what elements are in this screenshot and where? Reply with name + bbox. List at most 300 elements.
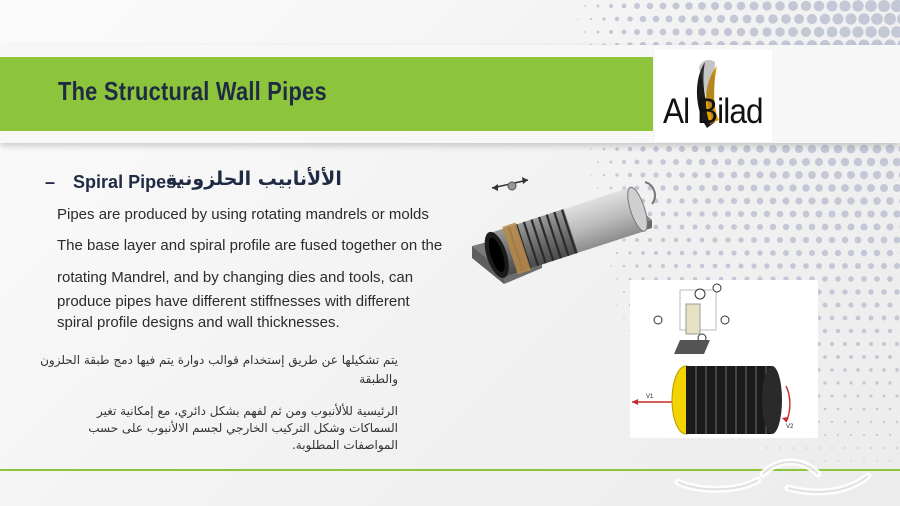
background-dot	[886, 223, 893, 230]
background-dot	[673, 211, 678, 216]
background-dot	[887, 302, 892, 307]
background-dot	[829, 237, 836, 244]
background-dot	[848, 250, 854, 256]
haraj-watermark-icon	[668, 452, 878, 498]
background-dot	[755, 14, 764, 23]
background-dot	[717, 15, 725, 23]
background-dot	[602, 17, 605, 20]
background-dot	[856, 342, 860, 346]
background-dot	[647, 159, 652, 164]
background-dot	[860, 197, 868, 205]
background-dot	[757, 250, 763, 256]
background-dot	[731, 250, 736, 255]
background-dot	[584, 5, 586, 7]
background-dot	[782, 171, 789, 178]
background-dot	[823, 303, 828, 308]
background-dot	[808, 145, 816, 153]
background-dot	[850, 408, 853, 411]
background-dot	[801, 1, 811, 11]
background-dot	[808, 171, 816, 179]
background-dot	[783, 224, 789, 230]
background-dot	[738, 263, 743, 268]
background-dot	[699, 159, 705, 165]
background-dot	[597, 161, 599, 163]
background-dot	[874, 276, 880, 282]
background-dot	[764, 263, 769, 268]
background-dot	[861, 302, 866, 307]
background-dot	[691, 15, 699, 23]
background-dot	[821, 145, 829, 153]
arabic-body-line: الرئيسية للألأنبوب ومن ثم لفهم بشكل دائري، مع إمكانية تغير	[97, 404, 398, 418]
background-dot	[814, 27, 824, 37]
background-dot	[827, 1, 838, 12]
background-dot	[861, 250, 867, 256]
background-dot	[888, 355, 892, 359]
background-dot	[860, 171, 868, 179]
background-dot	[849, 381, 852, 384]
background-dot	[848, 224, 855, 231]
background-dot	[867, 210, 874, 217]
background-dot	[725, 159, 732, 166]
background-dot	[764, 211, 770, 217]
background-dot	[805, 447, 807, 449]
background-dot	[725, 211, 731, 217]
logo-text: Al Bilad	[663, 92, 763, 131]
background-dot	[869, 316, 874, 321]
background-dot	[881, 263, 887, 269]
background-dot	[889, 460, 891, 462]
body-line: The base layer and spiral profile are fused together on the	[57, 237, 443, 254]
background-dot	[679, 198, 684, 203]
background-dot	[865, 0, 877, 12]
arabic-body-line: يتم تشكيلها عن طريق إستخدام قوالب دوارة يتم فيها دمج طبقة الحلزون	[40, 353, 398, 367]
background-dot	[823, 329, 827, 333]
background-dot	[869, 394, 872, 397]
background-dot	[821, 197, 828, 204]
background-dot	[861, 224, 868, 231]
background-dot	[737, 158, 744, 165]
background-dot	[823, 381, 826, 384]
background-dot	[577, 18, 578, 19]
background-dot	[816, 263, 822, 269]
background-dot	[705, 146, 712, 153]
background-dot	[590, 148, 592, 150]
background-dot	[756, 145, 764, 153]
spiral-winding-diagram	[630, 280, 818, 438]
background-dot	[678, 15, 685, 22]
background-dot	[855, 237, 862, 244]
arabic-body-line: المواصفات المطلوبة.	[291, 438, 398, 452]
background-dot	[674, 264, 678, 268]
body-line: Pipes are produced by using rotating mandrels or molds	[57, 206, 429, 223]
background-dot	[854, 158, 862, 166]
background-dot	[730, 145, 737, 152]
background-dot	[738, 237, 744, 243]
background-dot	[822, 250, 828, 256]
background-dot	[692, 198, 698, 204]
background-dot	[770, 224, 776, 230]
background-dot	[821, 171, 829, 179]
background-dot	[699, 211, 705, 217]
background-dot	[706, 251, 711, 256]
background-dot	[623, 317, 625, 319]
background-dot	[730, 15, 738, 23]
background-dot	[803, 237, 809, 243]
background-dot	[882, 342, 886, 346]
background-dot	[770, 198, 777, 205]
background-dot	[818, 447, 820, 449]
background-dot	[597, 5, 600, 8]
background-dot	[887, 276, 893, 282]
background-dot	[790, 237, 796, 243]
background-dot	[666, 146, 672, 152]
background-dot	[795, 197, 802, 204]
background-dot	[634, 3, 640, 9]
background-dot	[622, 4, 627, 9]
background-dot	[699, 185, 705, 191]
background-dot	[878, 26, 890, 38]
background-dot	[881, 289, 887, 295]
background-dot	[712, 185, 718, 191]
background-dot	[807, 14, 817, 24]
background-dot	[777, 263, 783, 269]
background-dot	[770, 250, 776, 256]
background-dot	[769, 171, 776, 178]
background-dot	[751, 237, 757, 243]
background-dot	[634, 29, 640, 35]
background-dot	[803, 211, 810, 218]
background-dot	[875, 355, 879, 359]
background-dot	[712, 237, 717, 242]
background-dot	[836, 329, 840, 333]
background-dot	[731, 198, 737, 204]
background-dot	[842, 237, 849, 244]
background-dot	[686, 159, 692, 165]
background-dot	[869, 342, 873, 346]
background-dot	[731, 224, 737, 230]
background-dot	[830, 316, 835, 321]
background-dot	[699, 237, 704, 242]
background-dot	[820, 14, 831, 25]
background-dot	[886, 145, 895, 154]
arabic-body-line: السماكات وشكل التركيب الخارجي لجسم الالأنبوب على حسب	[88, 421, 398, 435]
background-dot	[768, 14, 777, 23]
background-dot	[847, 145, 856, 154]
background-dot	[718, 198, 724, 204]
background-dot	[584, 31, 586, 33]
background-dot	[839, 0, 850, 11]
background-dot	[704, 15, 712, 23]
background-dot	[837, 434, 839, 436]
background-dot	[737, 28, 746, 37]
background-dot	[815, 210, 822, 217]
background-dot	[823, 355, 827, 359]
background-dot	[880, 210, 887, 217]
background-dot	[835, 224, 842, 231]
background-dot	[842, 263, 848, 269]
background-dot	[610, 161, 613, 164]
background-dot	[738, 211, 744, 217]
background-dot	[597, 31, 600, 34]
background-dot	[627, 16, 632, 21]
background-dot	[687, 264, 691, 268]
background-dot	[896, 421, 898, 423]
background-dot	[850, 434, 852, 436]
background-dot	[790, 211, 797, 218]
background-dot	[844, 447, 846, 449]
background-dot	[888, 381, 891, 384]
background-dot	[849, 329, 854, 334]
background-dot	[844, 421, 846, 423]
background-dot	[679, 146, 685, 152]
background-dot	[835, 302, 840, 307]
background-dot	[777, 211, 784, 218]
background-dot	[698, 28, 706, 36]
background-dot	[891, 0, 900, 12]
background-dot	[803, 263, 809, 269]
background-dot	[615, 147, 619, 151]
background-dot	[743, 145, 750, 152]
background-dot	[740, 447, 741, 448]
background-dot	[876, 434, 878, 436]
background-dot	[776, 158, 784, 166]
background-dot	[841, 184, 849, 192]
background-dot	[615, 17, 619, 21]
background-dot	[847, 171, 855, 179]
background-dot	[789, 184, 796, 191]
background-dot	[883, 447, 885, 449]
body-line: produce pipes have different stiffnesses with different	[57, 293, 410, 310]
background-dot	[854, 184, 862, 192]
background-dot	[680, 251, 685, 256]
background-dot	[711, 2, 719, 10]
background-dot	[718, 250, 723, 255]
background-dot	[855, 289, 860, 294]
background-dot	[843, 368, 847, 372]
background-dot	[874, 302, 879, 307]
background-dot	[603, 148, 606, 151]
background-dot	[590, 18, 592, 20]
background-dot	[757, 198, 764, 205]
background-dot	[880, 184, 888, 192]
background-dot	[640, 16, 646, 22]
background-dot	[876, 408, 879, 411]
background-dot	[692, 146, 698, 152]
background-dot	[781, 14, 791, 24]
background-dot	[834, 171, 842, 179]
background-dot	[894, 237, 900, 244]
background-dot	[661, 264, 665, 268]
background-dot	[893, 210, 900, 217]
background-dot	[744, 198, 750, 204]
background-dot	[762, 27, 771, 36]
background-dot	[795, 171, 803, 179]
background-dot	[661, 212, 666, 217]
background-dot	[828, 210, 835, 217]
background-dot	[841, 158, 849, 166]
background-dot	[843, 342, 847, 346]
background-dot	[845, 13, 856, 24]
background-dot	[829, 289, 834, 294]
background-dot	[794, 14, 804, 24]
background-dot	[731, 172, 738, 179]
background-dot	[744, 224, 750, 230]
background-dot	[858, 13, 869, 24]
background-dot	[789, 158, 797, 166]
background-dot	[616, 304, 617, 305]
background-dot	[895, 368, 899, 372]
background-dot	[673, 159, 679, 165]
background-dot	[857, 421, 859, 423]
background-dot	[795, 145, 803, 153]
background-dot	[831, 421, 833, 423]
background-dot	[886, 197, 894, 205]
background-dot	[679, 172, 685, 178]
background-dot	[724, 2, 732, 10]
background-dot	[830, 368, 834, 372]
background-dot	[762, 1, 771, 10]
background-dot	[887, 250, 893, 256]
background-dot	[863, 408, 866, 411]
body-line: spiral profile designs and wall thicknesses.	[57, 314, 340, 331]
background-dot	[711, 28, 719, 36]
background-dot	[818, 421, 820, 423]
background-dot	[667, 251, 671, 255]
background-dot	[884, 13, 896, 25]
background-dot	[788, 27, 798, 37]
company-logo	[655, 50, 772, 142]
background-dot	[647, 3, 654, 10]
background-dot	[783, 250, 789, 256]
background-dot	[705, 198, 711, 204]
background-dot	[783, 198, 790, 205]
background-dot	[802, 158, 810, 166]
background-dot	[660, 185, 665, 190]
background-dot	[775, 27, 784, 36]
background-dot	[886, 171, 894, 179]
background-dot	[753, 447, 754, 448]
background-dot	[867, 184, 875, 192]
background-dot	[796, 224, 803, 231]
background-dot	[840, 27, 851, 38]
background-dot	[779, 447, 780, 448]
background-dot	[751, 185, 758, 192]
background-dot	[674, 238, 679, 243]
background-dot	[764, 237, 770, 243]
background-dot	[666, 16, 673, 23]
background-dot	[792, 447, 794, 449]
background-dot	[672, 28, 679, 35]
background-dot	[833, 14, 844, 25]
background-dot	[782, 145, 790, 153]
background-dot	[878, 0, 890, 12]
background-dot	[718, 224, 724, 230]
background-dot	[829, 263, 835, 269]
background-dot	[660, 3, 667, 10]
background-dot	[744, 172, 751, 179]
background-dot	[882, 316, 887, 321]
background-dot	[863, 434, 865, 436]
background-dot	[882, 368, 886, 372]
background-dot	[756, 171, 763, 178]
background-dot	[856, 368, 860, 372]
background-dot	[763, 158, 770, 165]
background-dot	[857, 447, 859, 449]
background-dot	[837, 408, 840, 411]
background-dot	[848, 302, 853, 307]
background-dot	[835, 276, 841, 282]
background-dot	[686, 211, 691, 216]
background-dot	[666, 198, 671, 203]
background-dot	[834, 145, 843, 154]
background-dot	[672, 2, 679, 9]
arabic-body-line: والطبقة	[359, 372, 398, 386]
background-dot	[712, 211, 718, 217]
background-dot	[843, 316, 848, 321]
background-dot	[847, 197, 855, 205]
background-dot	[680, 225, 685, 230]
background-dot	[870, 447, 872, 449]
background-dot	[622, 160, 626, 164]
background-dot	[815, 158, 823, 166]
background-dot	[862, 381, 865, 384]
background-dot	[849, 355, 853, 359]
background-dot	[852, 0, 863, 11]
background-dot	[750, 28, 759, 37]
background-dot	[841, 210, 848, 217]
background-dot	[686, 185, 692, 191]
background-dot	[788, 1, 798, 11]
background-dot	[609, 4, 613, 8]
background-dot	[693, 251, 698, 256]
background-dot	[816, 237, 822, 243]
background-dot	[814, 1, 824, 11]
background-dot	[848, 276, 854, 282]
background-dot	[705, 172, 711, 178]
background-dot	[777, 237, 783, 243]
background-dot	[856, 316, 861, 321]
background-dot	[865, 26, 876, 37]
background-dot	[796, 250, 802, 256]
background-dot	[824, 408, 827, 411]
background-dot	[751, 211, 757, 217]
background-dot	[895, 316, 900, 321]
background-dot	[653, 16, 660, 23]
background-dot	[815, 184, 823, 192]
background-dot	[776, 184, 783, 191]
background-dot	[834, 197, 841, 204]
background-dot	[852, 26, 863, 37]
background-dot	[873, 197, 881, 205]
background-dot	[868, 263, 874, 269]
background-dot	[836, 381, 839, 384]
background-dot	[856, 394, 859, 397]
background-dot	[635, 160, 640, 165]
background-dot	[640, 146, 645, 151]
background-dot	[835, 250, 841, 256]
background-dot	[893, 184, 900, 192]
background-dot	[737, 2, 746, 11]
background-dot	[822, 276, 828, 282]
background-dot	[869, 368, 873, 372]
background-dot	[724, 28, 732, 36]
background-dot	[836, 355, 840, 359]
background-dot	[750, 158, 757, 165]
background-dot	[666, 172, 672, 178]
background-dot	[875, 329, 880, 334]
section-heading-en	[45, 172, 181, 193]
background-dot	[888, 329, 893, 334]
